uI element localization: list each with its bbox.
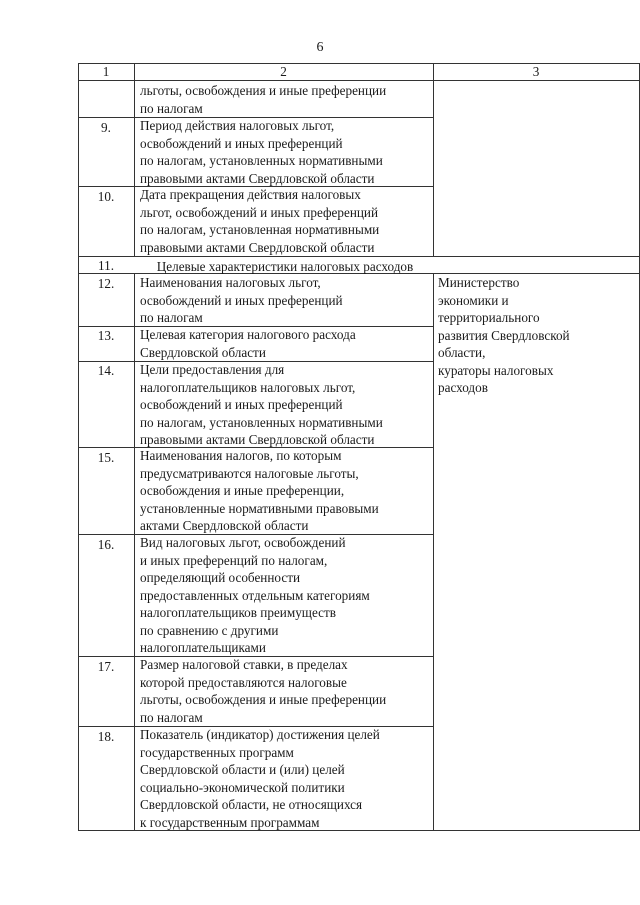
row-text: Показатель (индикатор) достижения целей государственных программ Свердловской области и (или) целей социально-экономической политики Свердловской области, не относящихся к государственным программам — [140, 727, 380, 830]
row-number: 9. — [101, 120, 111, 135]
row-number: 13. — [97, 328, 115, 343]
rule — [134, 273, 135, 831]
row-text: Вид налоговых льгот, освобождений и иных преференций по налогам, определяющий особенности предоставленных отдельным категориям налогоплательщиков преимуществ по сравнению с другими налогоплательщиками — [140, 535, 370, 655]
column-header: 3 — [532, 64, 540, 79]
row-text: Размер налоговой ставки, в пределах которой предоставляются налоговые льготы, освобождения и иные преференции по налогам — [140, 657, 387, 725]
rule — [134, 63, 135, 257]
row-number: 10. — [97, 189, 115, 204]
row-text: Наименования налогов, по которым предусматриваются налоговые льготы, освобождения и иные преференции, установленные нормативными правовыми актами Свердловской области — [140, 448, 379, 533]
responsible-executors: Министерство экономики и территориального развития Свердловской области, кураторы налоговых расходов — [438, 275, 570, 395]
rule — [78, 256, 640, 257]
row-text: Дата прекращения действия налоговых льгот, освобождений и иных преференций по налогам, установленная нормативными правовыми актами Свердловской области — [140, 187, 380, 255]
column-header: 1 — [102, 64, 110, 79]
row-text: льготы, освобождения и иные преференции по налогам — [140, 83, 387, 116]
row-number: 11. — [98, 258, 114, 273]
row-text: Цели предоставления для налогоплательщиков налоговых льгот, освобождений и иных преференций по налогам, установленных нормативными правовыми актами Свердловской области — [140, 362, 383, 447]
row-text: Наименования налоговых льгот, освобождений и иных преференций по налогам — [140, 275, 343, 325]
row-number: 12. — [97, 276, 115, 291]
row-number: 17. — [97, 659, 115, 674]
rule — [78, 63, 79, 831]
rule — [78, 80, 640, 81]
row-number: 16. — [97, 537, 115, 552]
row-text: Целевая категория налогового расхода Свердловской области — [140, 327, 356, 360]
section-title: Целевые характеристики налоговых расходов — [156, 259, 414, 274]
rule — [433, 273, 434, 831]
row-text: Период действия налоговых льгот, освобождений и иных преференций по налогам, установленных нормативными правовыми актами Свердловской области — [140, 118, 383, 186]
rule — [433, 63, 434, 257]
row-number: 15. — [97, 450, 115, 465]
row-number: 18. — [97, 729, 115, 744]
column-header: 2 — [280, 64, 287, 79]
page-number: 6 — [316, 40, 324, 55]
row-number: 14. — [97, 363, 115, 378]
